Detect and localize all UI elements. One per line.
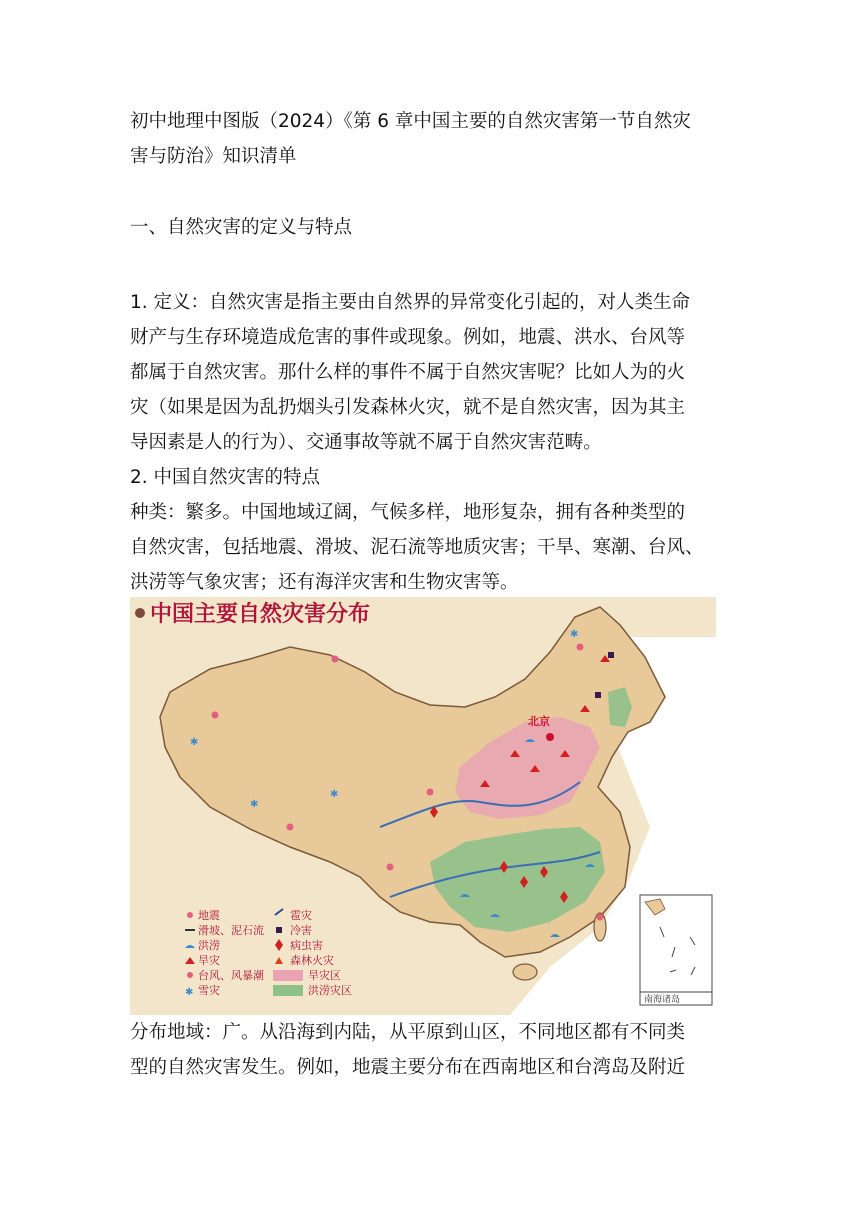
paragraph-line: 财产与生存环境造成危害的事件或现象。例如，地震、洪水、台风等 xyxy=(130,327,686,348)
typhoon-legend-icon xyxy=(187,972,193,978)
title-bullet-icon xyxy=(135,608,145,618)
definition-paragraph xyxy=(130,285,730,460)
legend-item: 雪灾 xyxy=(198,984,220,997)
section-heading: 一、自然灾害的定义与特点 xyxy=(130,217,353,238)
svg-text:✱: ✱ xyxy=(190,737,199,748)
title-line: 害与防治》知识清单 xyxy=(130,146,297,167)
paragraph-line: 灾（如果是因为乱扔烟头引发森林火灾，就不是自然灾害，因为其主 xyxy=(130,397,686,418)
flood-zone-swatch xyxy=(273,985,303,996)
inset-label: 南海诸岛 xyxy=(644,995,681,1005)
paragraph-line: 洪涝等气象灾害；还有海洋灾害和生物灾害等。 xyxy=(130,572,519,593)
legend-item: 病虫害 xyxy=(290,939,323,952)
snow-legend-icon: ✱ xyxy=(185,987,194,998)
paragraph-line: 都属于自然灾害。那什么样的事件不属于自然灾害呢？比如人为的火 xyxy=(130,362,686,383)
svg-text:✱: ✱ xyxy=(570,629,579,640)
legend-item: 冷害 xyxy=(290,924,312,937)
beijing-label: 北京 xyxy=(528,715,550,728)
legend-item: 洪涝 xyxy=(198,939,220,952)
paragraph-line: 分布地域：广。从沿海到内陆，从平原到山区，不同地区都有不同类 xyxy=(130,1022,686,1043)
paragraph-line: 种类：繁多。中国地域辽阔，气候多样，地形复杂，拥有各种类型的 xyxy=(130,502,686,523)
svg-text:✱: ✱ xyxy=(330,789,339,800)
legend-item: 滑坡、泥石流 xyxy=(198,924,264,937)
paragraph-line: 型的自然灾害发生。例如，地震主要分布在西南地区和台湾岛及附近 xyxy=(130,1057,686,1078)
distribution-paragraph xyxy=(130,1015,730,1085)
disaster-map xyxy=(130,597,716,1015)
legend-item: 台风、风暴潮 xyxy=(198,969,264,982)
kinds-paragraph xyxy=(130,495,730,600)
paragraph-line: 1. 定义：自然灾害是指主要由自然界的异常变化引起的，对人类生命 xyxy=(130,292,691,313)
earthquake-legend-icon xyxy=(187,912,193,918)
drought-zone-swatch xyxy=(273,970,303,981)
legend-item: 洪涝灾区 xyxy=(308,984,352,997)
disaster-map-figure xyxy=(130,597,716,1015)
legend-item: 旱灾 xyxy=(198,954,220,967)
paragraph-line: 自然灾害，包括地震、滑坡、泥石流等地质灾害；干旱、寒潮、台风、 xyxy=(130,537,704,558)
subsection-heading: 2. 中国自然灾害的特点 xyxy=(130,467,321,488)
cold-legend-icon xyxy=(276,927,282,933)
document-title xyxy=(130,104,730,174)
south-china-sea-inset xyxy=(640,895,712,1005)
map-title: 中国主要自然灾害分布 xyxy=(150,602,371,627)
paragraph-line: 导因素是人的行为）、交通事故等就不属于自然灾害范畴。 xyxy=(130,432,602,453)
legend-item: 森林火灾 xyxy=(290,954,334,967)
hainan-island xyxy=(513,964,537,980)
title-line: 初中地理中图版（2024）《第 6 章中国主要的自然灾害第一节自然灾 xyxy=(130,111,691,132)
legend-item: 旱灾区 xyxy=(308,969,341,982)
legend-item: 地震 xyxy=(198,909,220,922)
svg-text:✱: ✱ xyxy=(250,799,259,810)
legend-item: 雹灾 xyxy=(290,909,312,922)
beijing-marker-icon xyxy=(546,733,554,741)
